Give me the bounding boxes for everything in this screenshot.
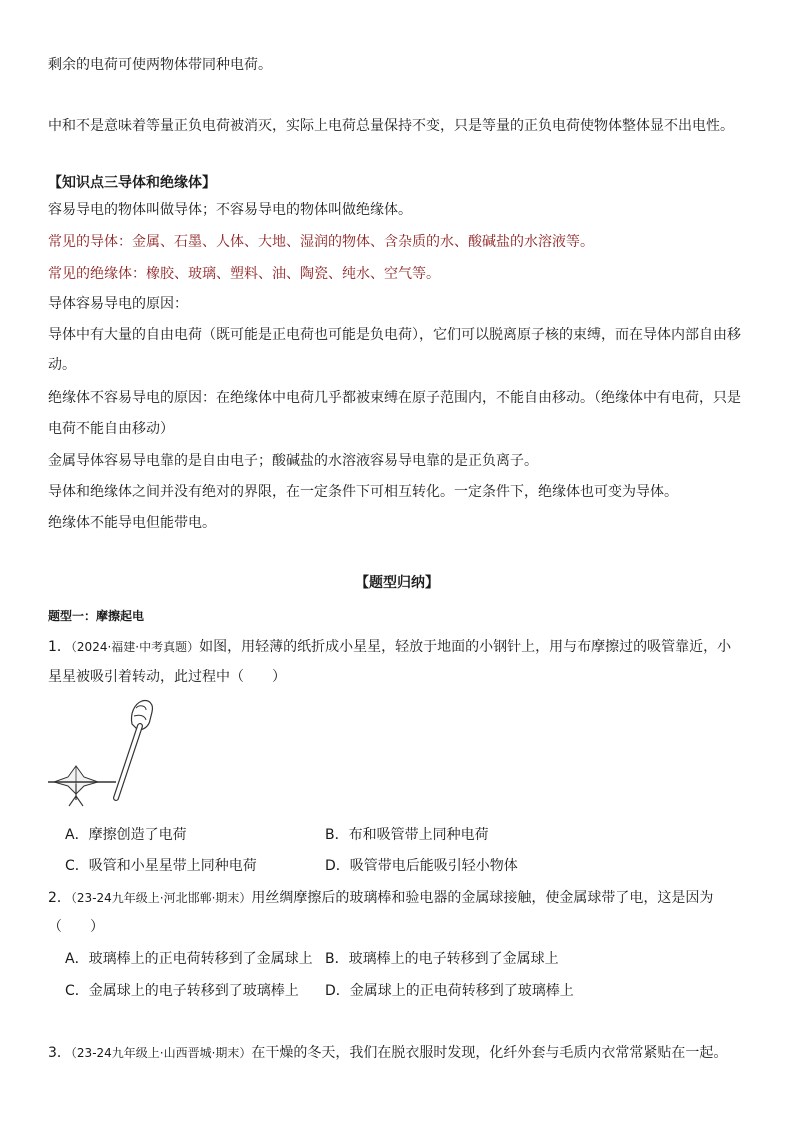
question-2-line-1 — [48, 889, 713, 907]
question-1-option-c[interactable]: C．吸管和小星星带上同种电荷 — [65, 858, 257, 874]
question-1-option-d[interactable]: D．吸管带电后能吸引轻小物体 — [325, 858, 518, 874]
question-1-line-1 — [48, 638, 731, 656]
conductor-reason-title: 导体容易导电的原因： — [48, 296, 188, 312]
question-type-1-title: 题型一：摩擦起电 — [48, 609, 145, 623]
section-title: 【题型归纳】 — [355, 575, 439, 591]
insulator-reason-line-1: 绝缘体不容易导电的原因：在绝缘体中电荷几乎都被束缚在原子范围内，不能自由移动。（绝缘体中有电荷，只是 — [48, 390, 741, 406]
question-3-stem: 在干燥的冬天，我们在脱衣服时发现，化纤外套与毛质内衣常常紧贴在一起。 — [251, 1045, 728, 1061]
question-2-option-a[interactable]: A．玻璃棒上的正电荷转移到了金属球上 — [65, 951, 313, 967]
question-2-number: 2． — [48, 890, 71, 906]
question-1-number: 1． — [48, 639, 71, 655]
metal-conduction-text: 金属导体容易导电靠的是自由电子；酸碱盐的水溶液容易导电靠的是正负离子。 — [48, 453, 538, 469]
question-3-source: （23-24九年级上·山西晋城·期末） — [70, 1046, 252, 1060]
paper-star-straw-figure — [46, 696, 186, 814]
question-1-stem: 如图，用轻薄的纸折成小星星，轻放于地面的小钢针上，用与布摩擦过的吸管靠近，小 — [199, 639, 732, 655]
intro-paragraph-2: 中和不是意味着等量正负电荷被消灭，实际上电荷总量保持不变，只是等量的正负电荷使物体整体显不出电性。 — [48, 118, 734, 134]
knowledge-point-3-heading: 【知识点三导体和绝缘体】 — [48, 175, 216, 191]
intro-paragraph-1: 剩余的电荷可使两物体带同种电荷。 — [48, 57, 272, 73]
question-3-number: 3． — [48, 1045, 71, 1061]
common-insulators-text: 常见的绝缘体：橡胶、玻璃、塑料、油、陶瓷、纯水、空气等。 — [48, 266, 440, 282]
question-2-source: （23-24九年级上·河北邯郸·期末） — [70, 891, 252, 905]
question-2-option-c[interactable]: C．金属球上的电子转移到了玻璃棒上 — [65, 983, 299, 999]
question-1-line-2: 星星被吸引着转动，此过程中（ ） — [48, 669, 286, 685]
question-1-option-a[interactable]: A．摩擦创造了电荷 — [65, 827, 187, 843]
question-2-option-d[interactable]: D．金属球上的正电荷转移到了玻璃棒上 — [325, 983, 574, 999]
question-2-stem: 用丝绸摩擦后的玻璃棒和验电器的金属球接触，使金属球带了电，这是因为 — [251, 890, 714, 906]
insulator-reason-line-2: 电荷不能自由移动） — [48, 421, 174, 437]
insulator-charge-text: 绝缘体不能导电但能带电。 — [48, 515, 216, 531]
question-1-option-b[interactable]: B．布和吸管带上同种电荷 — [325, 827, 489, 843]
boundary-text: 导体和绝缘体之间并没有绝对的界限，在一定条件下可相互转化。一定条件下，绝缘体也可变为导体。 — [48, 484, 678, 500]
conductor-reason-line-2: 动。 — [48, 357, 76, 373]
question-2-line-2: （ ） — [48, 919, 104, 935]
definition-text: 容易导电的物体叫做导体；不容易导电的物体叫做绝缘体。 — [48, 202, 412, 218]
conductor-reason-line-1: 导体中有大量的自由电荷（既可能是正电荷也可能是负电荷），它们可以脱离原子核的束缚，而在导体内部自由移 — [48, 327, 741, 343]
question-2-option-b[interactable]: B．玻璃棒上的电子转移到了金属球上 — [325, 951, 559, 967]
question-1-source: （2024·福建·中考真题） — [70, 640, 200, 654]
question-3-line-1 — [48, 1044, 727, 1062]
common-conductors-text: 常见的导体：金属、石墨、人体、大地、湿润的物体、含杂质的水、酸碱盐的水溶液等。 — [48, 234, 594, 250]
